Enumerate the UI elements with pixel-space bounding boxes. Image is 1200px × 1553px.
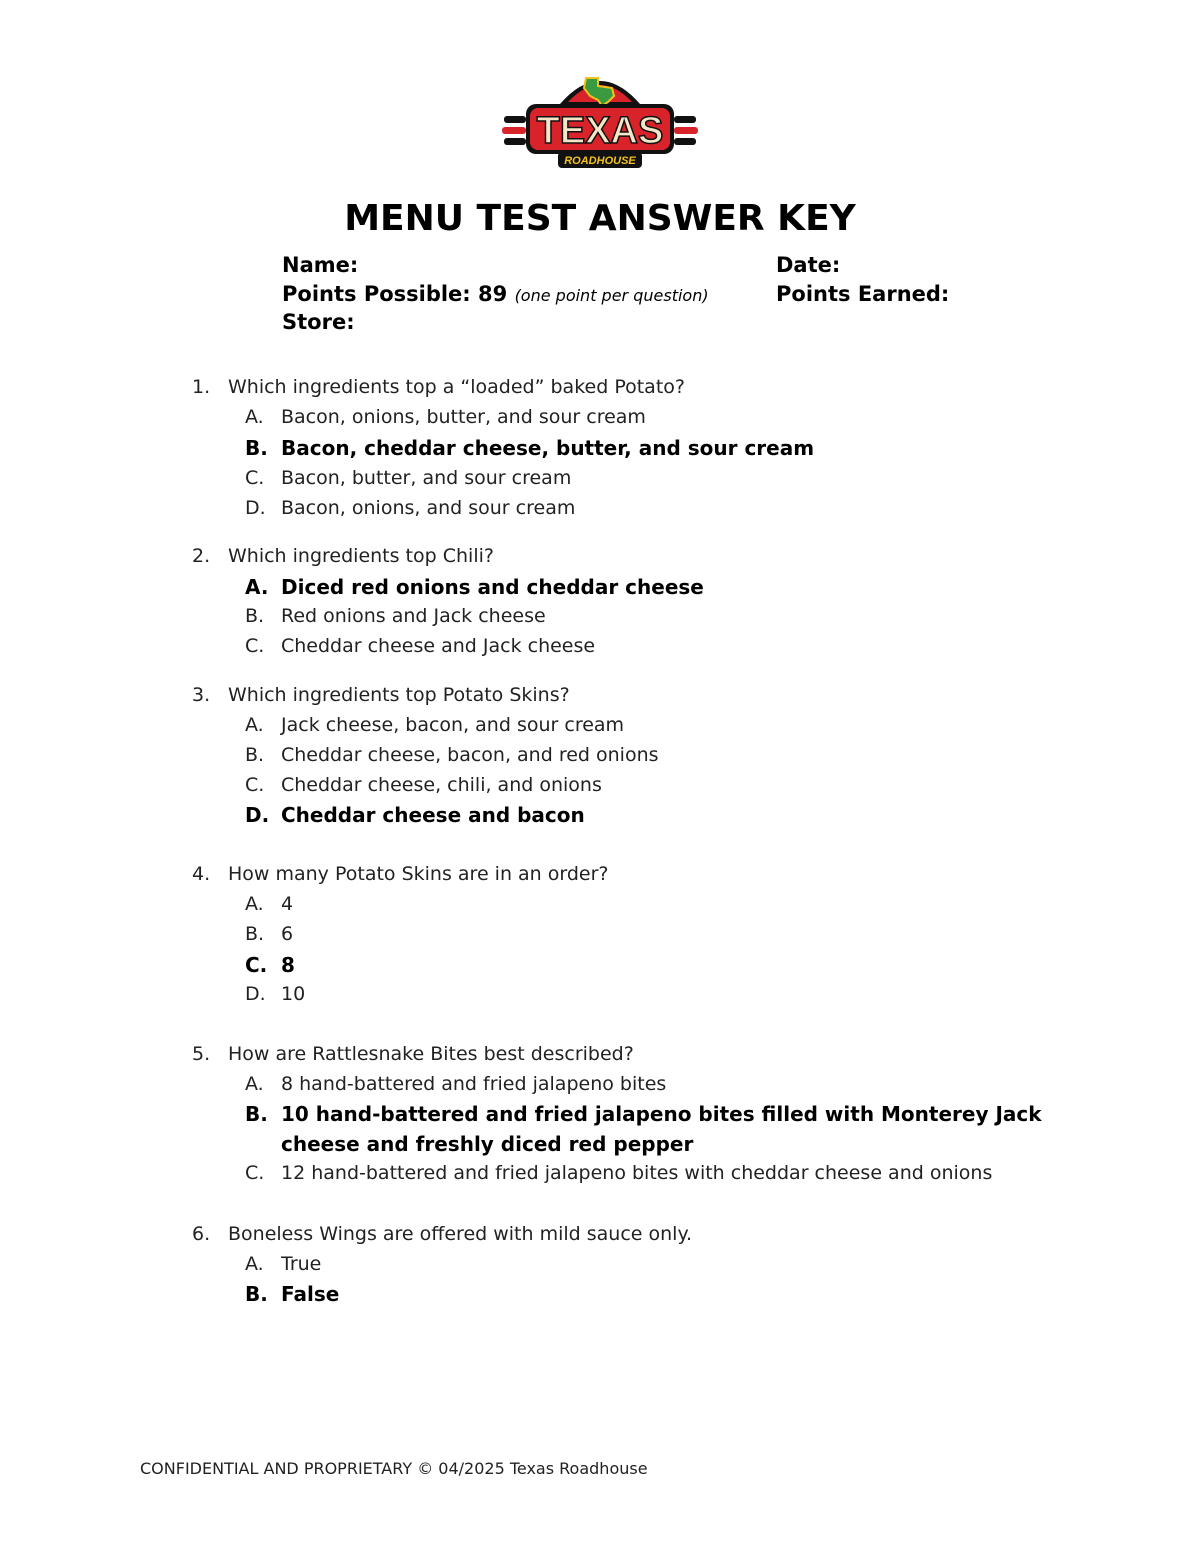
option-text: 10 hand-battered and fried jalapeno bites filled with Monterey Jack <box>281 1102 1042 1126</box>
name-label: Name: <box>282 253 359 277</box>
option-text: 10 <box>281 983 306 1005</box>
question-text: Which ingredients top a “loaded” baked Potato? <box>228 376 685 398</box>
question-3 <box>192 684 570 706</box>
option-text: False <box>281 1282 340 1306</box>
option-letter: B. <box>245 923 265 945</box>
question-number: 1. <box>192 376 211 398</box>
option-letter: D. <box>245 497 266 519</box>
page-title: MENU TEST ANSWER KEY <box>344 198 856 239</box>
option-letter: A. <box>245 1253 264 1275</box>
option-letter: D. <box>245 803 270 827</box>
option-letter: A. <box>245 714 264 736</box>
logo-sub-text: ROADHOUSE <box>564 155 636 167</box>
option-text: Bacon, butter, and sour cream <box>281 467 572 489</box>
question-text: How many Potato Skins are in an order? <box>228 863 609 885</box>
option-text: Bacon, onions, and sour cream <box>281 497 576 519</box>
option-text: 4 <box>281 893 294 915</box>
question-text: Which ingredients top Potato Skins? <box>228 684 570 706</box>
option-text: Cheddar cheese, chili, and onions <box>281 774 602 796</box>
option-letter: A. <box>245 893 264 915</box>
option-text: True <box>281 1253 322 1275</box>
option-letter: D. <box>245 983 266 1005</box>
question-number: 4. <box>192 863 211 885</box>
question-number: 6. <box>192 1223 211 1245</box>
option-text: Cheddar cheese and Jack cheese <box>281 635 596 657</box>
option-letter: A. <box>245 406 264 428</box>
option-letter: B. <box>245 1102 268 1126</box>
option-letter: C. <box>245 1162 265 1184</box>
option-letter: C. <box>245 467 265 489</box>
question-number: 2. <box>192 545 211 567</box>
option-text: 12 hand-battered and fried jalapeno bites with cheddar cheese and onions <box>281 1162 993 1184</box>
option-text: Red onions and Jack cheese <box>281 605 546 627</box>
option-text: Diced red onions and cheddar cheese <box>281 575 704 599</box>
option-letter: B. <box>245 605 265 627</box>
date-label: Date: <box>776 253 841 277</box>
option-letter: B. <box>245 436 268 460</box>
question-2 <box>192 545 494 567</box>
points-note: (one point per question) <box>514 286 709 305</box>
option-text: cheese and freshly diced red pepper <box>281 1132 694 1156</box>
option-letter: B. <box>245 1282 268 1306</box>
question-5 <box>192 1043 634 1065</box>
option-text: 8 <box>281 953 295 977</box>
logo-stripes-right <box>674 116 698 145</box>
option-text: Cheddar cheese, bacon, and red onions <box>281 744 659 766</box>
question-text: How are Rattlesnake Bites best described? <box>228 1043 634 1065</box>
texas-roadhouse-logo <box>500 66 700 176</box>
question-number: 5. <box>192 1043 211 1065</box>
option-text: Bacon, cheddar cheese, butter, and sour cream <box>281 436 815 460</box>
option-letter: C. <box>245 635 265 657</box>
question-text: Which ingredients top Chili? <box>228 545 494 567</box>
option-letter: A. <box>245 1073 264 1095</box>
option-text: 6 <box>281 923 294 945</box>
option-text: Jack cheese, bacon, and sour cream <box>281 714 625 736</box>
question-4 <box>192 863 609 885</box>
question-number: 3. <box>192 684 211 706</box>
option-text: Cheddar cheese and bacon <box>281 803 585 827</box>
store-label: Store: <box>282 310 355 334</box>
points-possible-row <box>282 282 709 306</box>
question-6 <box>192 1223 692 1245</box>
question-1 <box>192 376 685 398</box>
option-text: 8 hand-battered and fried jalapeno bites <box>281 1073 667 1095</box>
points-earned-label: Points Earned: <box>776 282 950 306</box>
logo-stripes-left <box>502 116 526 145</box>
points-possible-label: Points Possible: 89 <box>282 282 508 306</box>
question-text: Boneless Wings are offered with mild sauce only. <box>228 1223 693 1245</box>
option-letter: C. <box>245 953 268 977</box>
footer-copyright: CONFIDENTIAL AND PROPRIETARY © 04/2025 Texas Roadhouse <box>140 1459 648 1478</box>
option-text: Bacon, onions, butter, and sour cream <box>281 406 646 428</box>
option-letter: B. <box>245 744 265 766</box>
logo-main-text: TEXAS <box>536 110 664 152</box>
option-letter: A. <box>245 575 269 599</box>
option-letter: C. <box>245 774 265 796</box>
